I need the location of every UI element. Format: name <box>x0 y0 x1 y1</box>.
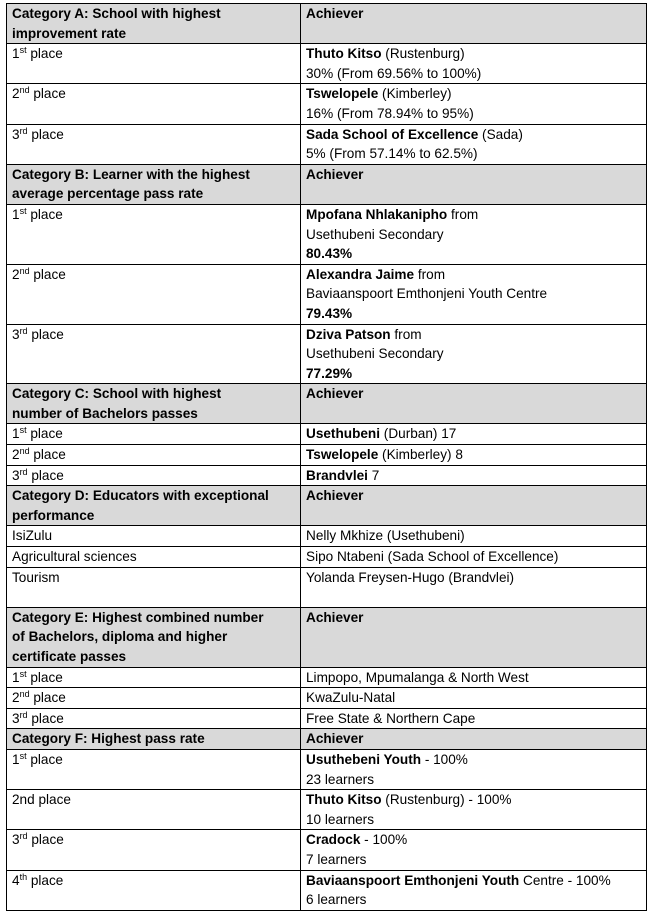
place-ordinal-suffix: nd <box>19 85 30 96</box>
category-title-line: average percentage pass rate <box>12 186 204 202</box>
place-cell <box>7 688 301 709</box>
place-label: Agricultural sciences <box>12 549 137 565</box>
category-header-row <box>7 607 647 667</box>
place-ordinal-suffix: rd <box>19 125 28 136</box>
achiever-name: Dziva Patson <box>306 326 391 342</box>
place-cell <box>7 667 301 688</box>
achiever-detail: from <box>414 266 446 282</box>
achiever-line <box>306 871 641 891</box>
table-row <box>7 445 647 466</box>
achiever-detail: (Rustenburg) <box>381 46 465 62</box>
place-cell <box>7 264 301 324</box>
table-row <box>7 264 647 324</box>
place-cell <box>7 526 301 547</box>
place-word: place <box>27 326 64 342</box>
achiever-detail: Sipo Ntabeni (Sada School of Excellence) <box>306 549 559 565</box>
achiever-column-header: Achiever <box>301 4 647 44</box>
place-label: 3 <box>12 710 20 726</box>
category-header-row <box>7 4 647 44</box>
place-label: 4 <box>12 872 20 888</box>
table-row <box>7 465 647 486</box>
achiever-detail: Baviaanspoort Emthonjeni Youth Centre <box>306 286 548 302</box>
category-title-line: Category E: Highest combined number <box>12 609 264 625</box>
achiever-detail: KwaZulu-Natal <box>306 690 396 706</box>
table-row <box>7 204 647 264</box>
table-row <box>7 324 647 384</box>
achiever-detail: from <box>447 206 479 222</box>
place-ordinal-suffix: st <box>19 668 27 679</box>
place-cell <box>7 749 301 789</box>
achiever-cell <box>301 324 647 384</box>
place-word: place <box>27 710 64 726</box>
achiever-detail: Nelly Mkhize (Usethubeni) <box>306 528 465 544</box>
achiever-line <box>306 44 641 64</box>
achiever-detail: 7 <box>367 467 380 483</box>
table-row <box>7 830 647 870</box>
place-label: 2 <box>12 447 20 463</box>
place-word: place <box>27 872 64 888</box>
achiever-name: Tswelopele <box>306 447 379 463</box>
achiever-cell <box>301 204 647 264</box>
place-label: 3 <box>12 126 20 142</box>
achiever-line <box>306 445 641 465</box>
place-word: place <box>27 126 64 142</box>
category-title-line: of Bachelors, diploma and higher <box>12 629 228 645</box>
achiever-line <box>306 526 641 546</box>
achiever-detail: Usethubeni Secondary <box>306 226 444 242</box>
table-row <box>7 547 647 568</box>
place-ordinal-suffix: st <box>19 750 27 761</box>
achiever-line <box>306 265 641 285</box>
achiever-cell <box>301 567 647 607</box>
achiever-cell <box>301 688 647 709</box>
achiever-cell <box>301 547 647 568</box>
place-ordinal-suffix: rd <box>19 466 28 477</box>
place-label: 1 <box>12 206 20 222</box>
achiever-cell <box>301 870 647 910</box>
achiever-detail: 7 learners <box>306 851 367 867</box>
achiever-name: Baviaanspoort Emthonjeni Youth <box>306 872 520 888</box>
table-row <box>7 44 647 84</box>
category-header-row <box>7 729 647 750</box>
achiever-detail: Centre - 100% <box>519 872 611 888</box>
achiever-name: Tswelopele <box>306 86 379 102</box>
place-label: 1 <box>12 426 20 442</box>
achiever-cell <box>301 749 647 789</box>
place-label: Tourism <box>12 569 60 585</box>
place-word: place <box>26 751 63 767</box>
place-cell <box>7 124 301 164</box>
achiever-line <box>306 547 641 567</box>
place-word: place <box>26 206 63 222</box>
achiever-detail: 16% (From 78.94% to 95%) <box>306 105 474 121</box>
place-ordinal-suffix: rd <box>19 831 28 842</box>
achiever-name: 79.43% <box>306 305 353 321</box>
achiever-line <box>306 770 641 790</box>
place-label: 2 <box>12 690 20 706</box>
achiever-line <box>306 466 641 486</box>
achiever-name: Thuto Kitso <box>306 792 382 808</box>
category-title <box>7 729 301 750</box>
achiever-line <box>306 64 641 84</box>
table-row <box>7 84 647 124</box>
place-label: IsiZulu <box>12 528 53 544</box>
blank-line <box>306 587 641 607</box>
place-label: 2 <box>12 266 20 282</box>
place-ordinal-suffix: st <box>19 425 27 436</box>
place-label: 2nd place <box>12 792 71 808</box>
achiever-line <box>306 850 641 870</box>
category-title <box>7 164 301 204</box>
category-title-line: Category B: Learner with the highest <box>12 166 250 182</box>
achiever-detail: 6 learners <box>306 892 367 908</box>
achiever-line <box>306 284 641 304</box>
category-header-row <box>7 486 647 526</box>
achiever-line <box>306 325 641 345</box>
achiever-cell <box>301 708 647 729</box>
category-title-line: Category D: Educators with exceptional <box>12 488 269 504</box>
table-row <box>7 124 647 164</box>
achiever-cell <box>301 465 647 486</box>
table-row <box>7 790 647 830</box>
place-cell <box>7 547 301 568</box>
achiever-detail: (Kimberley) <box>378 86 452 102</box>
achiever-cell <box>301 44 647 84</box>
achiever-detail: Free State & Northern Cape <box>306 710 476 726</box>
achiever-column-header: Achiever <box>301 384 647 424</box>
place-label: 1 <box>12 751 20 767</box>
place-word: place <box>27 467 64 483</box>
place-cell <box>7 44 301 84</box>
achiever-detail: 5% (From 57.14% to 62.5%) <box>306 146 478 162</box>
achiever-column-header: Achiever <box>301 486 647 526</box>
place-ordinal-suffix: st <box>19 205 27 216</box>
category-title-line: performance <box>12 507 95 523</box>
achiever-line <box>306 750 641 770</box>
place-word: place <box>29 690 66 706</box>
achiever-column-header: Achiever <box>301 164 647 204</box>
place-cell <box>7 567 301 607</box>
achiever-detail: Yolanda Freysen-Hugo (Brandvlei) <box>306 569 515 585</box>
category-title <box>7 607 301 667</box>
achiever-detail: 30% (From 69.56% to 100%) <box>306 65 482 81</box>
achiever-line <box>306 364 641 384</box>
achiever-line <box>306 790 641 810</box>
achiever-line <box>306 668 641 688</box>
place-ordinal-suffix: nd <box>19 446 30 457</box>
place-cell <box>7 324 301 384</box>
category-header-row <box>7 384 647 424</box>
achiever-line <box>306 104 641 124</box>
achiever-name: Brandvlei <box>306 467 368 483</box>
place-word: place <box>29 266 66 282</box>
place-word: place <box>26 426 63 442</box>
achiever-cell <box>301 124 647 164</box>
achiever-name: Sada School of Excellence <box>306 126 479 142</box>
achiever-detail: (Sada) <box>478 126 523 142</box>
category-title-line: certificate passes <box>12 649 127 664</box>
place-word: place <box>26 669 63 685</box>
place-word: place <box>29 86 66 102</box>
achiever-line <box>306 225 641 245</box>
place-cell <box>7 465 301 486</box>
achiever-name: 77.29% <box>306 365 353 381</box>
achiever-name: Cradock <box>306 832 361 848</box>
place-cell <box>7 830 301 870</box>
achiever-detail: 23 learners <box>306 771 375 787</box>
achiever-line <box>306 830 641 850</box>
achiever-column-header: Achiever <box>301 729 647 750</box>
category-title-line: Category C: School with highest <box>12 386 222 402</box>
achiever-line <box>306 205 641 225</box>
table-row <box>7 708 647 729</box>
achiever-name: Usethubeni <box>306 426 381 442</box>
achiever-line <box>306 688 641 708</box>
place-word: place <box>29 447 66 463</box>
category-title-line: improvement rate <box>12 25 127 41</box>
achiever-cell <box>301 790 647 830</box>
achiever-cell <box>301 264 647 324</box>
place-cell <box>7 870 301 910</box>
place-ordinal-suffix: th <box>19 871 28 882</box>
place-ordinal-suffix: rd <box>19 325 28 336</box>
achiever-line <box>306 304 641 324</box>
table-row <box>7 749 647 789</box>
achiever-detail: Limpopo, Mpumalanga & North West <box>306 669 529 685</box>
place-ordinal-suffix: nd <box>19 689 30 700</box>
achiever-detail: from <box>390 326 422 342</box>
achiever-detail: - 100% <box>421 751 468 767</box>
place-label: 2 <box>12 86 20 102</box>
place-cell <box>7 708 301 729</box>
achiever-detail: - 100% <box>360 832 408 848</box>
place-label: 3 <box>12 467 20 483</box>
achiever-name: Alexandra Jaime <box>306 266 415 282</box>
achiever-cell <box>301 445 647 466</box>
achiever-cell <box>301 424 647 445</box>
achiever-detail: (Rustenburg) - 100% <box>381 792 512 808</box>
achiever-line <box>306 709 641 729</box>
achiever-cell <box>301 830 647 870</box>
achiever-name: Mpofana Nhlakanipho <box>306 206 448 222</box>
place-cell <box>7 204 301 264</box>
category-header-row <box>7 164 647 204</box>
place-cell <box>7 790 301 830</box>
place-cell <box>7 445 301 466</box>
achiever-column-header: Achiever <box>301 607 647 667</box>
category-title-line: number of Bachelors passes <box>12 405 198 421</box>
achiever-line <box>306 810 641 830</box>
category-title <box>7 486 301 526</box>
table-row <box>7 567 647 607</box>
achievers-table <box>6 3 647 911</box>
achiever-line <box>306 244 641 264</box>
achiever-detail: (Durban) 17 <box>380 426 457 442</box>
achiever-line <box>306 84 641 104</box>
achiever-detail: 10 learners <box>306 811 375 827</box>
category-title <box>7 4 301 44</box>
achiever-name: Thuto Kitso <box>306 46 382 62</box>
table-row <box>7 667 647 688</box>
place-ordinal-suffix: st <box>19 45 27 56</box>
table-row <box>7 688 647 709</box>
achiever-line <box>306 890 641 910</box>
achiever-detail: Usethubeni Secondary <box>306 346 444 362</box>
category-title <box>7 384 301 424</box>
achiever-cell <box>301 667 647 688</box>
achiever-line <box>306 344 641 364</box>
achiever-line <box>306 424 641 444</box>
achiever-line <box>306 125 641 145</box>
table-row <box>7 526 647 547</box>
place-ordinal-suffix: rd <box>19 709 28 720</box>
achiever-name: Usuthebeni Youth <box>306 751 422 767</box>
category-title-line: Category F: Highest pass rate <box>12 731 205 747</box>
place-label: 1 <box>12 46 20 62</box>
place-word: place <box>26 46 63 62</box>
place-word: place <box>27 832 64 848</box>
achiever-name: 80.43% <box>306 246 353 262</box>
achiever-line <box>306 144 641 164</box>
achiever-cell <box>301 84 647 124</box>
place-cell <box>7 424 301 445</box>
achiever-line <box>306 568 641 588</box>
achiever-detail: (Kimberley) 8 <box>378 447 463 463</box>
place-label: 3 <box>12 832 20 848</box>
achiever-cell <box>301 526 647 547</box>
place-cell <box>7 84 301 124</box>
table-row <box>7 424 647 445</box>
table-row <box>7 870 647 910</box>
place-ordinal-suffix: nd <box>19 265 30 276</box>
place-label: 3 <box>12 326 20 342</box>
category-title-line: Category A: School with highest <box>12 6 221 21</box>
place-label: 1 <box>12 669 20 685</box>
